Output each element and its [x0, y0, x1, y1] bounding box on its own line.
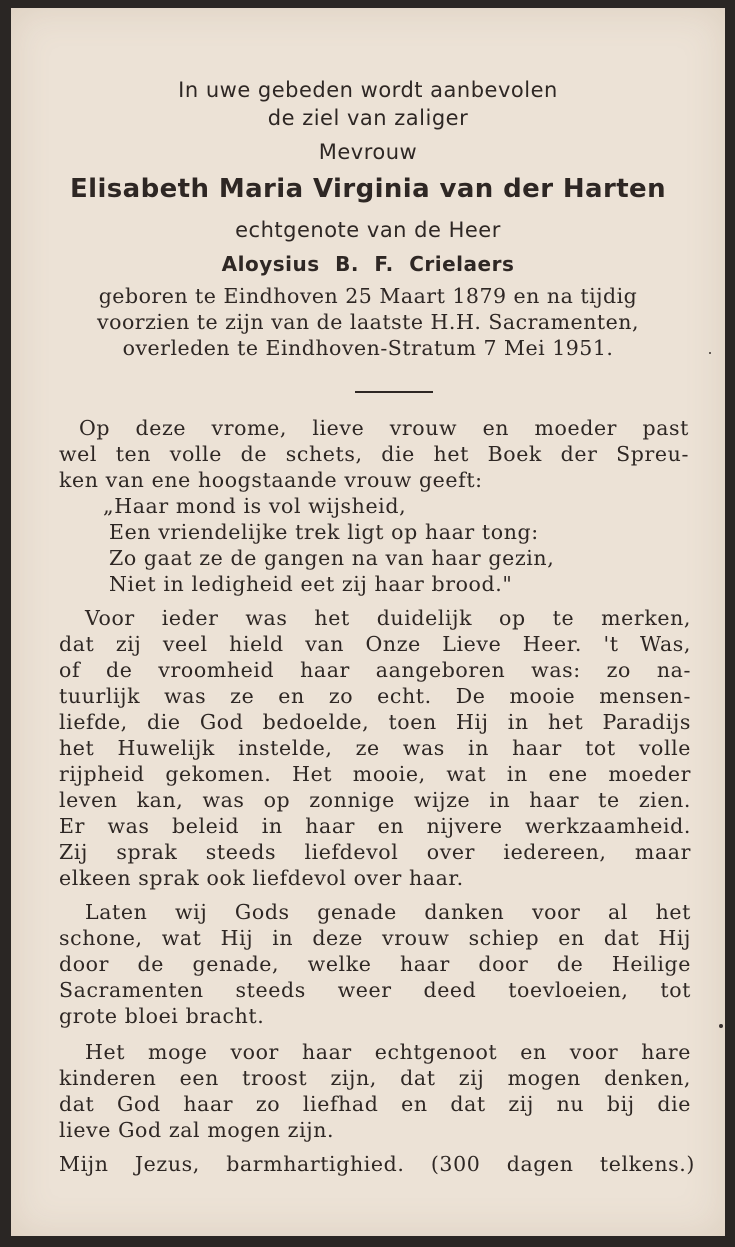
- title-mevrouw: Mevrouw: [318, 140, 418, 164]
- body-line: wel ten volle de schets, die het Boek der Spreu-: [59, 442, 689, 466]
- body-line: Het moge voor haar echtgenoot en voor hare: [85, 1040, 691, 1064]
- body-line: rijpheid gekomen. Het mooie, wat in ene moeder: [59, 762, 691, 786]
- body-line: elkeen sprak ook liefdevol over haar.: [59, 866, 464, 890]
- body-line: ken van ene hoogstaande vrouw geeft:: [59, 468, 483, 492]
- intro-line-2: de ziel van zaliger: [267, 106, 469, 130]
- husband-name: Aloysius B. F. Crielaers: [221, 252, 515, 276]
- body-line: leven kan, was op zonnige wijze in haar te zien.: [59, 788, 691, 812]
- body-line: Er was beleid in haar en nijvere werkzaamheid.: [59, 814, 691, 838]
- body-line: schone, wat Hij in deze vrouw schiep en dat Hij: [59, 926, 691, 950]
- life-line-2: voorzien te zijn van de laatste H.H. Sacramenten,: [97, 310, 639, 334]
- body-line: kinderen een troost zijn, dat zij mogen denken,: [59, 1066, 691, 1090]
- body-line: Zij sprak steeds liefdevol over iedereen, maar: [59, 840, 691, 864]
- body-line: het Huwelijk instelde, ze was in haar tot volle: [59, 736, 691, 760]
- verse-line: Niet in ledigheid eet zij haar brood.": [109, 572, 513, 596]
- verse-line: Zo gaat ze de gangen na van haar gezin,: [109, 546, 555, 570]
- life-line-3: overleden te Eindhoven-Stratum 7 Mei 1951.: [122, 336, 614, 360]
- body-line: tuurlijk was ze en zo echt. De mooie mensen-: [59, 684, 691, 708]
- body-line: Sacramenten steeds weer deed toevloeien, tot: [59, 978, 691, 1002]
- life-line-1: geboren te Eindhoven 25 Maart 1879 en na tijdig: [98, 284, 638, 308]
- body-line: dat zij veel hield van Onze Lieve Heer. 't Was,: [59, 632, 691, 656]
- body-line: door de genade, welke haar door de Heilige: [59, 952, 691, 976]
- card-paper: [11, 8, 725, 1236]
- body-line: liefde, die God bedoelde, toen Hij in het Paradijs: [59, 710, 691, 734]
- divider-rule: [355, 391, 433, 393]
- body-line: Voor ieder was het duidelijk op te merken,: [85, 606, 691, 630]
- body-line: lieve God zal mogen zijn.: [59, 1118, 335, 1142]
- paper-speck: [719, 1024, 723, 1028]
- paper-speck: [709, 352, 711, 354]
- closing-prayer: Mijn Jezus, barmhartighied. (300 dagen telkens.): [59, 1152, 695, 1176]
- intro-line-1: In uwe gebeden wordt aanbevolen: [178, 78, 558, 102]
- body-line: dat God haar zo liefhad en dat zij nu bij die: [59, 1092, 691, 1116]
- body-line: Laten wij Gods genade danken voor al het: [85, 900, 691, 924]
- body-line: grote bloei bracht.: [59, 1004, 265, 1028]
- deceased-name: Elisabeth Maria Virginia van der Harten: [69, 174, 666, 204]
- relation-line: echtgenote van de Heer: [235, 218, 501, 242]
- verse-line: „Haar mond is vol wijsheid,: [103, 494, 407, 518]
- body-line: Op deze vrome, lieve vrouw en moeder past: [79, 416, 689, 440]
- verse-line: Een vriendelijke trek ligt op haar tong:: [109, 520, 539, 544]
- body-line: of de vroomheid haar aangeboren was: zo na-: [59, 658, 691, 682]
